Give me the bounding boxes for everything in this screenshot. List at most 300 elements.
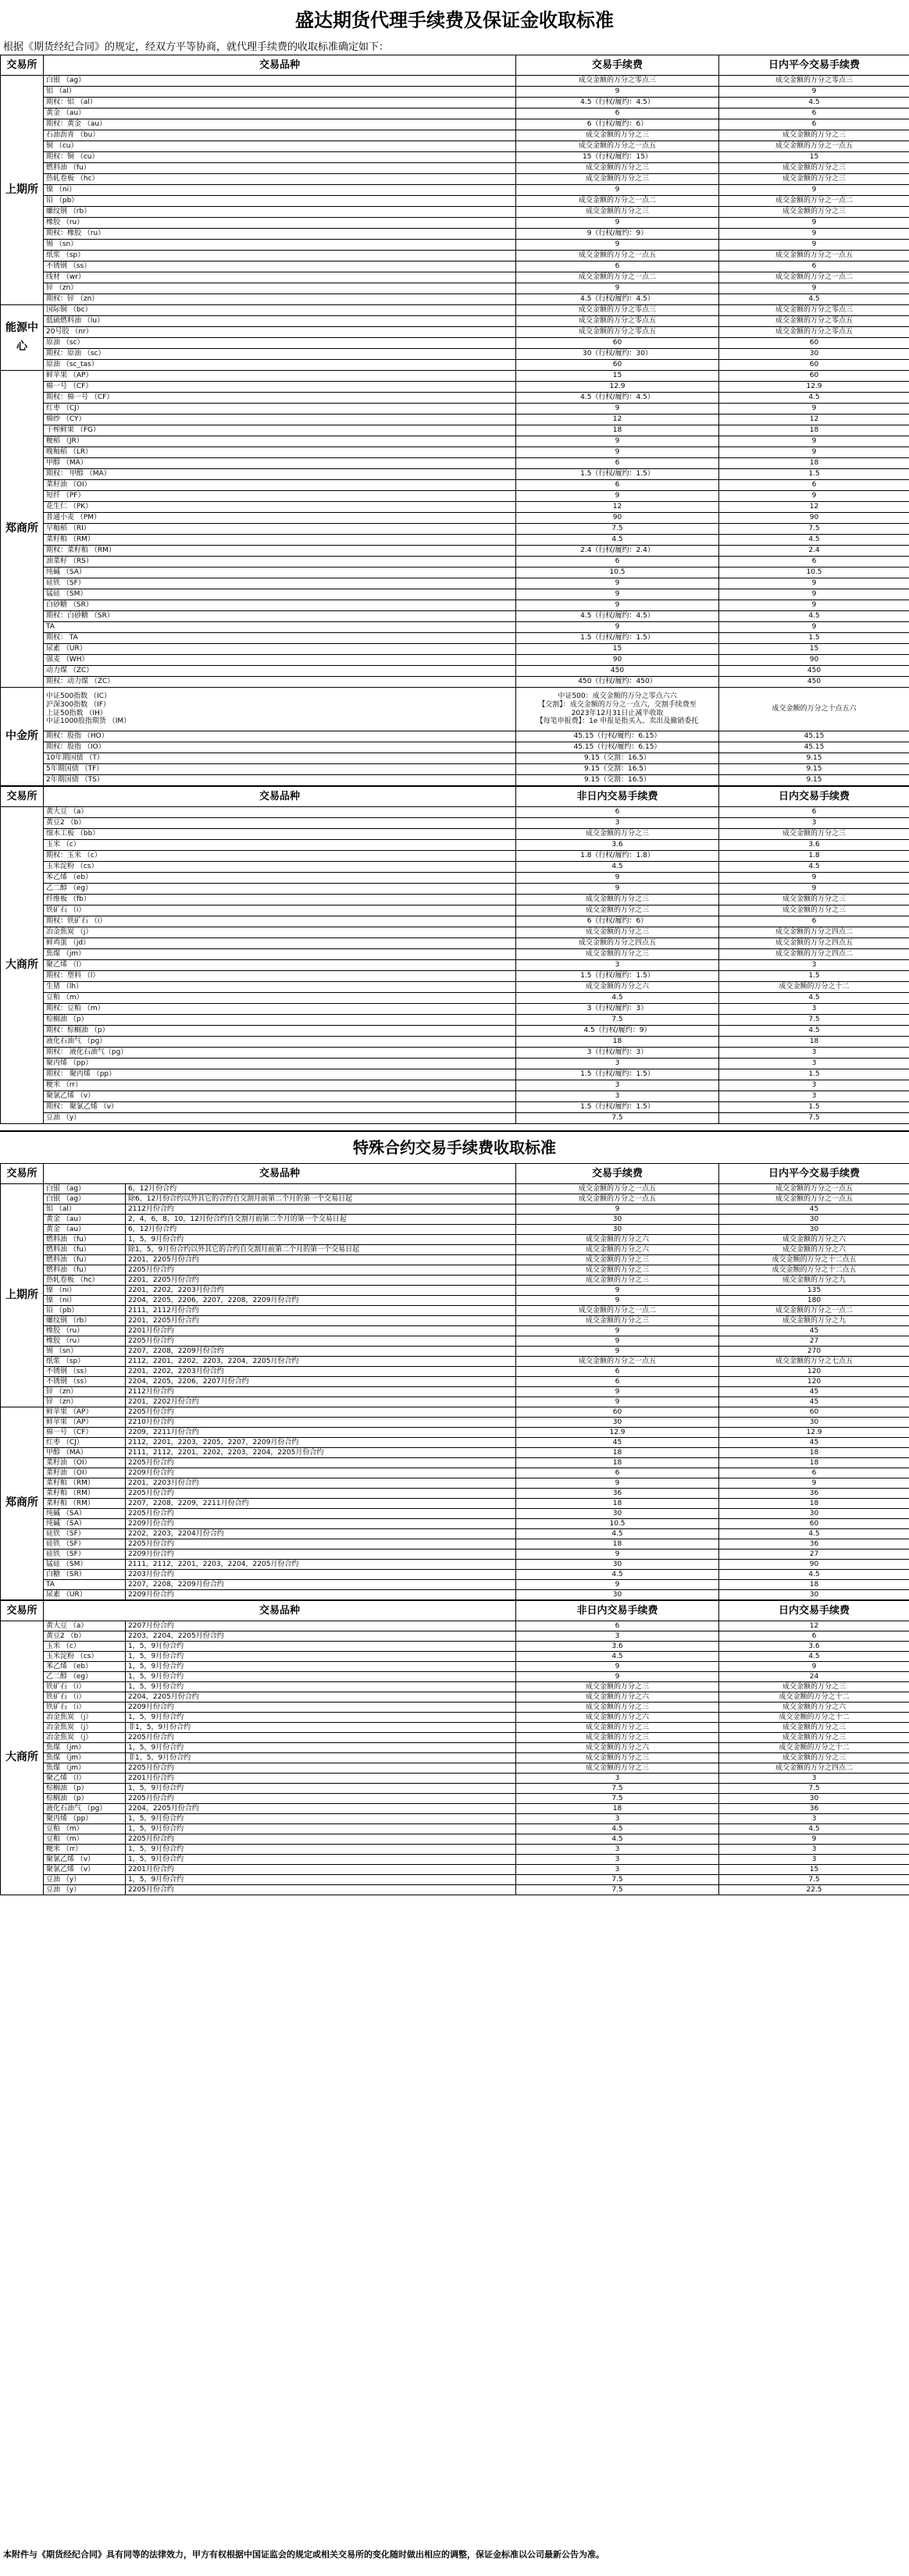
fee-value: 15 (719, 152, 909, 163)
column-header: 交易品种 (44, 55, 516, 76)
fee-value: 成交金额的万分之六 (516, 982, 719, 993)
fee-value: 45 (719, 1326, 909, 1336)
exchange-name: 上期所 (1, 76, 44, 305)
product-name: 纯碱 （SA） (44, 1509, 126, 1519)
product-name: 铝 （al） (44, 1204, 126, 1215)
fee-value: 6 (516, 807, 719, 818)
fee-value: 成交金额的万分之零点三 (719, 305, 909, 316)
fee-value: 3 (516, 1774, 719, 1784)
contract-months: 2111，2112，2201，2202，2203，2204，2205月份合约 (126, 1448, 516, 1458)
product-name: 冶金焦炭 （j） (44, 1713, 126, 1723)
fee-value: 4.5 (516, 862, 719, 873)
product-name: 焦煤 （jm） (44, 1763, 126, 1774)
fee-value: 成交金额的万分之十二点五 (719, 1255, 909, 1265)
product-name: 粳米 （rr） (44, 1845, 126, 1855)
product-name: 黄大豆 （a） (44, 807, 516, 818)
contract-months: 2209月份合约 (126, 1519, 516, 1529)
product-name: 期权：塑料 （l） (44, 971, 516, 982)
table-row (1, 1478, 909, 1489)
table-row (1, 851, 909, 862)
fee-value: 90 (516, 655, 719, 666)
table-row (1, 829, 909, 840)
table-row (1, 1357, 909, 1367)
column-header: 日内平今交易手续费 (719, 1164, 909, 1184)
contract-months: 1，5，9月份合约 (126, 1784, 516, 1794)
product-name: 聚氯乙烯 （v） (44, 1865, 126, 1875)
fee-value: 7.5 (719, 1015, 909, 1026)
table-row (1, 207, 909, 218)
fee-value: 6 (516, 458, 719, 469)
product-name: 期权：黄金 （au） (44, 119, 516, 130)
fee-value: 7.5 (516, 1015, 719, 1026)
fee-value: 4.5 (516, 993, 719, 1004)
table-row (1, 1015, 909, 1026)
table-row (1, 152, 909, 163)
table-row (1, 360, 909, 371)
fee-value: 成交金额的万分之六 (719, 1245, 909, 1255)
fee-value: 成交金额的万分之十点五六 (719, 688, 909, 731)
table-row (1, 283, 909, 294)
fee-value: 成交金额的万分之三 (719, 174, 909, 185)
column-header: 日内交易手续费 (719, 1601, 909, 1621)
fee-value: 成交金额的万分之三 (719, 829, 909, 840)
fee-value: 成交金额的万分之四点二 (719, 949, 909, 960)
contract-months: 1，5，9月份合约 (126, 1743, 516, 1753)
product-name: 苯乙烯 （eb） (44, 1662, 126, 1672)
product-name: 纸浆 （sp） (44, 251, 516, 262)
table-row (1, 1642, 909, 1652)
fee-value: 6 (719, 109, 909, 119)
fee-value: 9 (719, 578, 909, 589)
fee-value: 15 (516, 644, 719, 655)
product-name: 尿素 （UR） (44, 1590, 126, 1600)
table-row (1, 764, 909, 775)
product-name: 棉一号 （CF） (44, 382, 516, 393)
fee-value: 6（行权/履约：6） (516, 916, 719, 927)
table-row (1, 677, 909, 688)
contract-months: 1，5，9月份合约 (126, 1875, 516, 1885)
table-row (1, 1428, 909, 1438)
contract-months: 2201，2205月份合约 (126, 1276, 516, 1286)
fee-value: 9 (516, 283, 719, 294)
product-name: 红枣 （CJ） (44, 1438, 126, 1448)
contract-months: 2205月份合约 (126, 1265, 516, 1276)
fee-value: 9 (719, 240, 909, 251)
table-row (1, 1631, 909, 1642)
product-name: 液化石油气 （pg） (44, 1037, 516, 1048)
product-name: 铁矿石 （i） (44, 906, 516, 916)
fee-value: 90 (719, 1560, 909, 1570)
fee-value: 9 (516, 1336, 719, 1347)
fee-value: 成交金额的万分之一点二 (719, 1306, 909, 1316)
column-header: 交易所 (1, 1601, 44, 1621)
fee-value: 3 (516, 818, 719, 829)
product-name: 期权： 甲醇 （MA） (44, 469, 516, 480)
product-name: 冶金焦炭 （j） (44, 1723, 126, 1733)
product-name: 硅铁 （SF） (44, 1529, 126, 1539)
product-name: 纯碱 （SA） (44, 1519, 126, 1529)
fee-value: 4.5 (719, 993, 909, 1004)
fee-value: 成交金额的万分之一点二 (719, 196, 909, 207)
fee-value: 3 (516, 1865, 719, 1875)
table-row (1, 502, 909, 513)
fee-value: 4.5（行权/履约：4.5） (516, 393, 719, 404)
product-name: 硅铁 （SF） (44, 578, 516, 589)
contract-months: 2204，2205月份合约 (126, 1692, 516, 1703)
fee-value: 60 (719, 1407, 909, 1418)
contract-months: 2209，2211月份合约 (126, 1428, 516, 1438)
fee-value: 9 (516, 1662, 719, 1672)
fee-value: 1.5 (719, 1102, 909, 1113)
product-name: 黄金 （au） (44, 1215, 126, 1225)
product-name: 20号胶 （nr） (44, 327, 516, 338)
fee-value: 12.9 (516, 382, 719, 393)
table-row (1, 1458, 909, 1468)
fee-value: 45.15 (719, 742, 909, 753)
product-name: 液化石油气 （pg） (44, 1804, 126, 1814)
table-row (1, 1672, 909, 1682)
exchange-name: 上期所 (1, 1184, 44, 1407)
product-name: 期权： 液化石油气（pg） (44, 1048, 516, 1059)
table-row (1, 218, 909, 229)
product-name: 白银 （ag） (44, 1194, 126, 1204)
contract-months: 2209月份合约 (126, 1468, 516, 1478)
product-name: 硅铁 （SF） (44, 1539, 126, 1550)
product-name: 焦煤 （jm） (44, 949, 516, 960)
fee-value: 成交金额的万分之七点五 (719, 1357, 909, 1367)
product-name: 纤维板 （fb） (44, 895, 516, 906)
table-row (1, 327, 909, 338)
fee-value: 2.4 (719, 546, 909, 557)
fee-value: 30 (719, 1215, 909, 1225)
product-name: 期权：玉米 （c） (44, 851, 516, 862)
fee-value: 成交金额的万分之四点二 (719, 927, 909, 938)
contract-months: 1，5，9月份合约 (126, 1713, 516, 1723)
fee-value: 27 (719, 1336, 909, 1347)
fee-value: 45 (719, 1438, 909, 1448)
contract-months: 1，5，9月份合约 (126, 1845, 516, 1855)
table-row (1, 1570, 909, 1580)
table-row (1, 76, 909, 87)
fee-value: 成交金额的万分之零点五 (719, 327, 909, 338)
fee-value: 12 (516, 415, 719, 425)
contract-months: 2205月份合约 (126, 1794, 516, 1804)
fee-value: 30 (516, 1418, 719, 1428)
fee-value: 3 (719, 1048, 909, 1059)
table-row (1, 807, 909, 818)
contract-months: 2111，2112，2201，2203，2204，2205月份合约 (126, 1560, 516, 1570)
fee-value: 30 (719, 349, 909, 360)
fee-value: 4.5 (719, 393, 909, 404)
table-row (1, 535, 909, 546)
product-name: 硅铁 （SF） (44, 1550, 126, 1560)
fee-value: 30 (719, 1509, 909, 1519)
fee-value: 4.5 (719, 1652, 909, 1662)
fee-value: 9.15 (719, 753, 909, 764)
fee-value: 4.5 (719, 98, 909, 109)
product-name: 螺纹钢 （rb） (44, 207, 516, 218)
product-name: 锡 （sn） (44, 240, 516, 251)
product-name: 棉一号 （CF） (44, 1428, 126, 1438)
fee-value: 成交金额的万分之十二 (719, 1692, 909, 1703)
fee-value: 15 (719, 644, 909, 655)
column-header: 交易所 (1, 1164, 44, 1184)
table-header-row (1, 787, 909, 807)
fee-value: 30 (719, 1590, 909, 1600)
product-name: 铁矿石 （i） (44, 1682, 126, 1692)
product-name: 期权： TA (44, 633, 516, 644)
contract-months: 2205月份合约 (126, 1407, 516, 1418)
product-name: TA (44, 622, 516, 633)
fee-value: 6 (516, 1621, 719, 1631)
product-name: 铜 （cu） (44, 141, 516, 152)
fee-value: 9 (719, 622, 909, 633)
fee-value: 9 (516, 447, 719, 458)
table-row (1, 163, 909, 174)
fee-value: 成交金额的万分之六 (516, 1743, 719, 1753)
contract-months: 2203月份合约 (126, 1570, 516, 1580)
fee-value: 7.5 (719, 1784, 909, 1794)
fee-value: 7.5 (719, 1113, 909, 1124)
contract-months: 2201月份合约 (126, 1774, 516, 1784)
product-name: 玉米淀粉 （cs） (44, 1652, 126, 1662)
table-row (1, 1814, 909, 1824)
product-name: 铅 （pb） (44, 1306, 126, 1316)
fee-value: 12 (516, 502, 719, 513)
table-row (1, 1245, 909, 1255)
fee-value: 9 (719, 283, 909, 294)
table-row (1, 272, 909, 283)
contract-months: 2112，2201，2203，2205，2207，2209月份合约 (126, 1438, 516, 1448)
table-row (1, 316, 909, 327)
product-name: 短纤 （PF） (44, 491, 516, 502)
table-row (1, 130, 909, 141)
product-name: 菜籽油 （OI） (44, 1468, 126, 1478)
table-row (1, 1004, 909, 1015)
fee-value: 2.4（行权/履约：2.4） (516, 546, 719, 557)
table-row (1, 371, 909, 382)
table-row (1, 1113, 909, 1124)
contract-months: 2205月份合约 (126, 1336, 516, 1347)
fee-value: 6 (719, 1468, 909, 1478)
contract-months: 2209月份合约 (126, 1590, 516, 1600)
table-row (1, 174, 909, 185)
product-name: 线材 （wr） (44, 272, 516, 283)
contract-months: 2201，2205月份合约 (126, 1316, 516, 1326)
table-row (1, 1377, 909, 1387)
product-name: 铅 （pb） (44, 196, 516, 207)
table-row (1, 491, 909, 502)
fee-value: 9 (719, 1834, 909, 1845)
fee-value: 成交金额的万分之三 (516, 1276, 719, 1286)
table-row (1, 1529, 909, 1539)
product-name: 低硫燃料油 （lu） (44, 316, 516, 327)
product-name: 甲醇 （MA） (44, 1448, 126, 1458)
product-name: 10年期国债 （T） (44, 753, 516, 764)
product-name: 花生仁 （PK） (44, 502, 516, 513)
table-row (1, 1499, 909, 1509)
table-row (1, 916, 909, 927)
footer-note: 本附件与《期货经纪合同》具有同等的法律效力，甲方有权根据中国证监会的规定或相关交易所的变化随时做出相应的调整，保证金标准以公司最新公告为准。 (3, 2549, 604, 2560)
contract-months: 2207，2208，2209月份合约 (126, 1347, 516, 1357)
fee-value: 3.6 (516, 840, 719, 851)
contract-months: 1，5，9月份合约 (126, 1682, 516, 1692)
table-row (1, 119, 909, 130)
fee-value: 4.5 (516, 1570, 719, 1580)
product-name: 黄金 （au） (44, 109, 516, 119)
contract-months: 2205月份合约 (126, 1539, 516, 1550)
product-name: 镍 （ni） (44, 1296, 126, 1306)
fee-value: 4.5（行权/履约：4.5） (516, 98, 719, 109)
fee-value: 30 (719, 1794, 909, 1804)
product-name: 菜籽粕 （RM） (44, 1489, 126, 1499)
product-name: 豆油 （y） (44, 1885, 126, 1895)
product-name: 棕榈油 （p） (44, 1794, 126, 1804)
contract-months: 1，5，9月份合约 (126, 1662, 516, 1672)
table-row (1, 469, 909, 480)
fee-value: 6（行权/履约：6） (516, 119, 719, 130)
product-name: 锌 （zn） (44, 1387, 126, 1397)
product-name: 鲜鸡蛋 （jd） (44, 938, 516, 949)
fee-value: 6 (719, 262, 909, 272)
product-name: 期权：豆粕 （m） (44, 1004, 516, 1015)
fee-value: 成交金额的万分之三 (516, 829, 719, 840)
table-row (1, 1834, 909, 1845)
fee-value: 9 (516, 218, 719, 229)
table-row (1, 109, 909, 119)
fee-value: 12.9 (516, 1428, 719, 1438)
fee-value: 6 (719, 916, 909, 927)
fee-value: 30 (719, 1418, 909, 1428)
fee-value: 18 (719, 1448, 909, 1458)
fee-value: 10.5 (719, 568, 909, 578)
product-name: 冶金焦炭 （j） (44, 927, 516, 938)
contract-months: 1，5，9月份合约 (126, 1855, 516, 1865)
fee-value: 90 (719, 655, 909, 666)
fee-value: 成交金额的万分之零点五 (719, 316, 909, 327)
fee-value: 成交金额的万分之三 (719, 895, 909, 906)
fee-value: 7.5 (719, 1875, 909, 1885)
product-name: 期权：白砂糖 （SR） (44, 611, 516, 622)
fee-value: 90 (516, 513, 719, 524)
product-name: 聚乙烯 （l） (44, 960, 516, 971)
product-name: 冶金焦炭 （j） (44, 1733, 126, 1743)
fee-value: 7.5 (516, 1875, 719, 1885)
fee-value: 成交金额的万分之三 (516, 906, 719, 916)
product-name: 石油沥青 （bu） (44, 130, 516, 141)
table-row (1, 1438, 909, 1448)
fee-value: 9 (516, 1347, 719, 1357)
fee-value: 3 (719, 1845, 909, 1855)
fee-value: 成交金额的万分之零点三 (719, 76, 909, 87)
product-name: 5年期国债 （TF） (44, 764, 516, 775)
fee-value: 成交金额的万分之三 (516, 949, 719, 960)
fee-value: 成交金额的万分之零点五 (516, 316, 719, 327)
fee-value: 9 (516, 589, 719, 600)
fee-value: 9 (719, 218, 909, 229)
product-name: 豆粕 （m） (44, 1824, 126, 1834)
table-row (1, 578, 909, 589)
fee-value: 4.5 (516, 1834, 719, 1845)
fee-value: 4.5 (719, 1026, 909, 1037)
table-row (1, 982, 909, 993)
fee-value: 3 (516, 1631, 719, 1642)
product-name: 原油 （sc_tas） (44, 360, 516, 371)
table-row (1, 1091, 909, 1102)
contract-months: 2201，2202，2203月份合约 (126, 1286, 516, 1296)
fee-value: 9 (516, 240, 719, 251)
table-row (1, 1824, 909, 1834)
fee-value: 成交金额的万分之三 (516, 895, 719, 906)
fee-value: 12.9 (719, 1428, 909, 1438)
fee-value: 1.5（行权/履约：1.5） (516, 1069, 719, 1080)
fee-value: 60 (516, 360, 719, 371)
fee-value: 120 (719, 1377, 909, 1387)
fee-value: 3 (516, 1059, 719, 1069)
contract-months: 2207，2208，2209月份合约 (126, 1580, 516, 1590)
table-row (1, 447, 909, 458)
table-row (1, 305, 909, 316)
product-name: 期权： 聚氯乙烯 （v） (44, 1102, 516, 1113)
product-name: 棕榈油 （p） (44, 1784, 126, 1794)
fee-value: 成交金额的万分之三 (719, 207, 909, 218)
product-name: 生猪 （lh） (44, 982, 516, 993)
fee-value: 1.5（行权/履约：1.5） (516, 971, 719, 982)
fee-value: 3 (719, 1059, 909, 1069)
table-row (1, 1326, 909, 1336)
table-row (1, 1713, 909, 1723)
table-row (1, 1794, 909, 1804)
contract-months: 2207，2208，2209，2211月份合约 (126, 1499, 516, 1509)
fee-value: 成交金额的万分之三 (719, 1682, 909, 1692)
fee-value: 成交金额的万分之一点五 (719, 251, 909, 262)
product-name: 期权：棕榈油 （p） (44, 1026, 516, 1037)
fee-value: 成交金额的万分之四点五 (719, 938, 909, 949)
table-row (1, 1753, 909, 1763)
fee-value: 成交金额的万分之零点三 (516, 76, 719, 87)
product-name: 热轧卷板 （hc） (44, 174, 516, 185)
fee-value: 45.15（行权/履约：6.15） (516, 731, 719, 742)
fee-value: 30 (516, 1509, 719, 1519)
fee-value: 6 (516, 1377, 719, 1387)
column-header: 交易所 (1, 55, 44, 76)
fee-value: 18 (516, 1499, 719, 1509)
fee-value: 22.5 (719, 1885, 909, 1895)
contract-months: 2204，2205，2206，2207月份合约 (126, 1377, 516, 1387)
fee-value: 9.15（交割：16.5） (516, 753, 719, 764)
fee-value: 9 (719, 229, 909, 240)
product-name: 期权：棉一号 （CF） (44, 393, 516, 404)
table-row (1, 436, 909, 447)
fee-value: 4.5（行权/履约：4.5） (516, 611, 719, 622)
fee-value: 1.5 (719, 971, 909, 982)
table-row (1, 1102, 909, 1113)
fee-value: 9 (516, 1672, 719, 1682)
product-name: 中证500指数 （IC） 沪深300指数 （IF） 上证50指数 （IH） 中证1000股指期货 （IM） (44, 688, 516, 731)
contract-months: 2204，2205月份合约 (126, 1804, 516, 1814)
table-row (1, 1703, 909, 1713)
fee-value: 9 (719, 1478, 909, 1489)
product-name: 燃料油 （fu） (44, 1255, 126, 1265)
fee-value: 成交金额的万分之一点五 (516, 251, 719, 262)
fee-value: 3 (719, 1774, 909, 1784)
product-name: 聚丙烯 （pp） (44, 1059, 516, 1069)
fee-value: 6 (516, 1367, 719, 1377)
fee-value: 30 (516, 1215, 719, 1225)
table-row (1, 98, 909, 109)
fee-value: 9 (516, 622, 719, 633)
column-header: 交易品种 (44, 1601, 516, 1621)
